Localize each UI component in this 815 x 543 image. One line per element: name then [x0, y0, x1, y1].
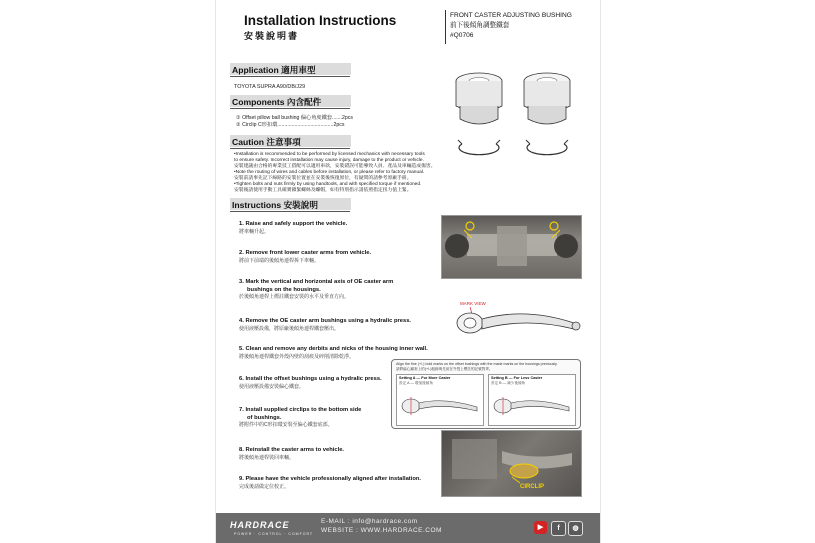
components-illustration — [444, 66, 584, 192]
product-name: FRONT CASTER ADJUSTING BUSHING — [450, 12, 572, 19]
setting-b-label-zh: 設定 B — 減少後傾角 — [491, 381, 526, 385]
caution-rule — [230, 148, 350, 149]
contact-info — [321, 517, 442, 535]
step-text-zh: 將後傾角連桿裝回車輛。 — [239, 454, 295, 461]
step-text-zh: 將前下前端的後傾角連桿拆下車輛。 — [239, 257, 320, 264]
instruction-sheet — [216, 0, 600, 543]
step-text-zh: 於後傾角連桿上標註鐵套安裝的水平及垂直方向。 — [239, 294, 350, 300]
circlip-label: CIRCLIP — [520, 484, 544, 490]
setting-b-panel — [488, 374, 576, 426]
contact-website[interactable]: WEBSITE : WWW.HARDRACE.COM — [321, 527, 442, 534]
instructions-heading: Instructions 安裝說明 — [232, 200, 318, 210]
product-name-zh: 前下後傾角調整鐵套 — [450, 22, 510, 29]
instruction-step-7 — [239, 407, 361, 430]
circlip-photo — [441, 430, 582, 497]
instruction-step-3 — [239, 279, 393, 302]
caution-line: •Installation is recommended to be performed by licensed mechanics with necessary tools — [234, 152, 425, 157]
step-text-zh: 將後傾角連桿鐵套外殼內壁的刮痕及碎削清除乾淨。 — [239, 353, 355, 360]
step-text-zh: 使用液壓設備安裝偏心鐵套。 — [239, 383, 305, 390]
step-text: 5. Clean and remove any derbits and nicks of the housing inner wall. — [239, 346, 428, 352]
setting-a-label-zh: 設定 A — 增加後傾角 — [399, 381, 433, 385]
circlip-drawing-2 — [526, 140, 568, 155]
instructions-rule — [230, 211, 350, 212]
step-text-cont: bushings on the housings. — [247, 286, 321, 293]
bushing-drawing-2 — [524, 73, 570, 124]
bushing-drawing-1 — [456, 73, 502, 124]
components-heading: Components 內含配件 — [232, 97, 322, 107]
setting-note: Align the fine (+/-) bold marks on the offset bushings with the made marks on the housings previously. — [396, 362, 558, 366]
brand-logo: HARDRACE — [230, 520, 290, 530]
caution-heading: Caution 注意事項 — [232, 137, 301, 147]
caution-line: 安裝前請事先記下線路的安裝位置並在安裝後恢復原位，有疑問的請參考原廠手冊。 — [234, 176, 412, 181]
component-item-1: ① Offset pillow ball bushing 偏心角度鐵套.......2pcs — [236, 115, 353, 121]
caution-line: 安裝建議由合格的專業技工搭配可以適用車款，安裝錯誤可能導致人員、產品及車輛造成傷害。 — [234, 164, 436, 169]
step-text-zh: 將附件中的C形扣環安裝至偏心鐵套底部。 — [239, 422, 333, 428]
instruction-step-8 — [239, 447, 344, 462]
facebook-icon[interactable]: f — [551, 521, 566, 536]
setting-diagram-box — [391, 359, 581, 429]
step-text: 8. Reinstall the caster arms to vehicle. — [239, 447, 345, 453]
part-number: #Q0706 — [450, 32, 474, 39]
step-text: 1. Raise and safely support the vehicle. — [239, 221, 348, 227]
step-text: 6. Install the offset bushings using a hydralic press. — [239, 376, 382, 382]
setting-b-drawing — [491, 389, 573, 423]
circlip-drawing-1 — [458, 140, 500, 155]
vehicle-model: TOYOTA SUPRA A90/DB/J29 — [234, 84, 306, 90]
setting-note-zh: 請將偏心鐵套上的(+/-)粗線與先前在外殼上標註的記號對齊。 — [396, 367, 493, 371]
step-text: 7. Install supplied circlips to the bottom side — [239, 407, 362, 413]
step-text: 3. Mark the vertical and horizontal axis of OE caster arm — [239, 279, 394, 285]
document-title: Installation Instructions — [244, 13, 397, 28]
header-divider — [445, 10, 446, 44]
instruction-step-9 — [239, 476, 421, 491]
step-text: 2. Remove front lower caster arms from vehicle. — [239, 250, 372, 256]
components-rule — [230, 108, 350, 109]
instruction-step-4 — [239, 318, 411, 333]
step-text: 4. Remove the OE caster arm bushings using a hydralic press. — [239, 318, 412, 324]
step-text: 9. Please have the vehicle professionally aligned after installation. — [239, 476, 422, 482]
document-title-zh: 安裝說明書 — [244, 31, 300, 41]
step-text-zh: 使用液壓設備，將原廠後傾角連桿鐵套壓出。 — [239, 325, 340, 332]
caution-line: •Tighten bolts and nuts firmly by using handtools, and with specified torque if mentioned. — [234, 182, 422, 187]
instruction-step-1 — [239, 221, 347, 236]
undercarriage-photo — [441, 215, 582, 279]
brand-tagline: POWER · CONTROL · COMFORT — [234, 532, 314, 536]
component-item-2: ② Circlip C形扣環.......................................2pcs — [236, 122, 345, 128]
application-heading: Application 適用車型 — [232, 65, 316, 75]
instruction-step-6 — [239, 376, 382, 391]
setting-b-label: Setting B — For Less Caster — [491, 376, 543, 380]
wechat-icon[interactable]: ◍ — [568, 521, 583, 536]
circlip-photo-art — [442, 431, 581, 496]
caution-line: to ensure safety. Incorrect installation may cause injury, damage to the product or vehicle. — [234, 158, 424, 163]
instruction-step-2 — [239, 250, 371, 265]
contact-email[interactable]: E-MAIL : info@hardrace.com — [321, 518, 418, 525]
youtube-icon[interactable]: ▶ — [534, 521, 547, 534]
application-rule — [230, 76, 350, 77]
footer — [216, 513, 600, 543]
step-text-cont: of bushings. — [247, 414, 282, 421]
undercarriage-photo-art — [442, 216, 581, 278]
caution-line: •Note the routing of wires and cables before installation, or please refer to factory manual. — [234, 170, 425, 175]
step-text-zh: 完成後請做定位校正。 — [239, 483, 290, 490]
caster-arm-mark-view — [446, 297, 586, 347]
product-info — [450, 11, 572, 41]
setting-a-drawing — [399, 389, 481, 423]
caution-line: 安裝後請使用手動工具確實鎖緊螺絲及螺帽，如有特別指示請依照指定扭力值上緊。 — [234, 188, 412, 193]
step-text-zh: 將車輛升起。 — [239, 228, 270, 235]
mark-view-label: MARK VIEW — [460, 301, 486, 306]
setting-a-panel — [396, 374, 484, 426]
setting-a-label: Setting A — For More Caster — [399, 376, 451, 380]
